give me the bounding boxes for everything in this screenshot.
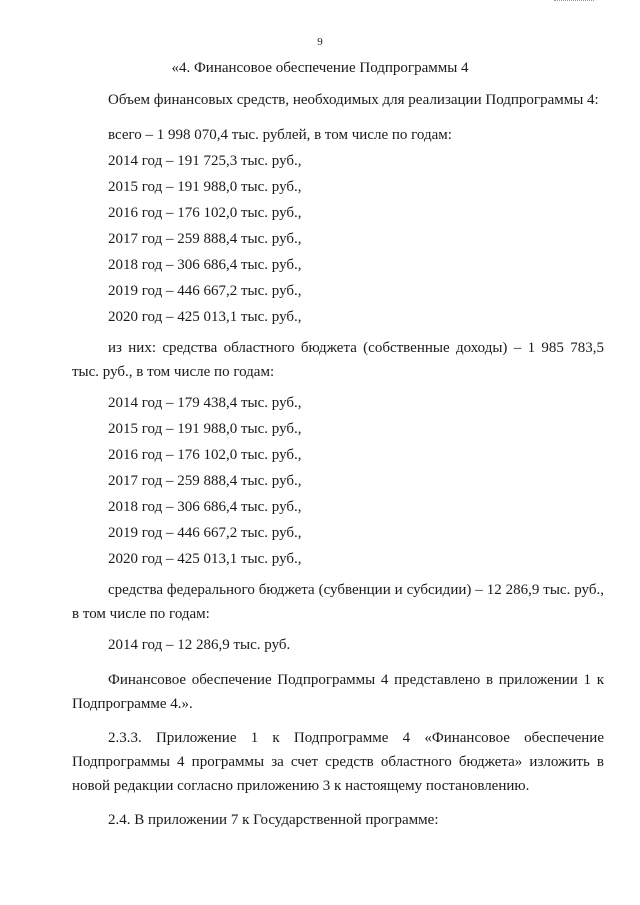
year-amount-line: 2017 год – 259 888,4 тыс. руб., (108, 473, 302, 489)
regional-years-list (72, 390, 604, 572)
page-number: 9 (317, 36, 323, 48)
total-years-list (72, 148, 604, 330)
federal-years-list (72, 632, 604, 658)
year-amount-line: 2020 год – 425 013,1 тыс. руб., (108, 309, 302, 325)
federal-paragraph: средства федерального бюджета (субвенции и субсидии) – 12 286,9 тыс. руб., в том числе по годам: (72, 582, 604, 622)
year-amount-line: 2020 год – 425 013,1 тыс. руб., (108, 551, 302, 567)
intro-paragraph: Объем финансовых средств, необходимых для реализации Подпрограммы 4: (108, 92, 599, 108)
item-2-3-3-paragraph: 2.3.3. Приложение 1 к Подпрограмме 4 «Финансовое обеспечение Подпрограммы 4 программы за счет средств областного бюджета» изложить в новой редакции согласно приложению 3 к настоящему постановлению. (72, 730, 604, 794)
year-amount-line: 2016 год – 176 102,0 тыс. руб., (108, 205, 302, 221)
section-heading: «4. Финансовое обеспечение Подпрограммы 4 (171, 60, 469, 76)
regional-paragraph: из них: средства областного бюджета (собственные доходы) – 1 985 783,5 тыс. руб., в том числе по годам: (72, 340, 604, 380)
item-2-4-paragraph: 2.4. В приложении 7 к Государственной программе: (108, 812, 439, 828)
year-amount-line: 2016 год – 176 102,0 тыс. руб., (108, 447, 302, 463)
year-amount-line: 2017 год – 259 888,4 тыс. руб., (108, 231, 302, 247)
year-amount-line: 2014 год – 191 725,3 тыс. руб., (108, 153, 302, 169)
year-amount-line: 2015 год – 191 988,0 тыс. руб., (108, 421, 302, 437)
year-amount-line: 2014 год – 12 286,9 тыс. руб. (108, 637, 291, 653)
year-amount-line: 2018 год – 306 686,4 тыс. руб., (108, 257, 302, 273)
year-amount-line: 2019 год – 446 667,2 тыс. руб., (108, 525, 302, 541)
year-amount-line: 2014 год – 179 438,4 тыс. руб., (108, 395, 302, 411)
year-amount-line: 2019 год – 446 667,2 тыс. руб., (108, 283, 302, 299)
appendix-note-paragraph: Финансовое обеспечение Подпрограммы 4 представлено в приложении 1 к Подпрограмме 4.». (72, 672, 604, 712)
document-body (72, 76, 604, 832)
year-amount-line: 2018 год – 306 686,4 тыс. руб., (108, 499, 302, 515)
year-amount-line: 2015 год – 191 988,0 тыс. руб., (108, 179, 302, 195)
scan-artifact (554, 0, 594, 3)
total-line: всего – 1 998 070,4 тыс. рублей, в том числе по годам: (108, 127, 452, 143)
